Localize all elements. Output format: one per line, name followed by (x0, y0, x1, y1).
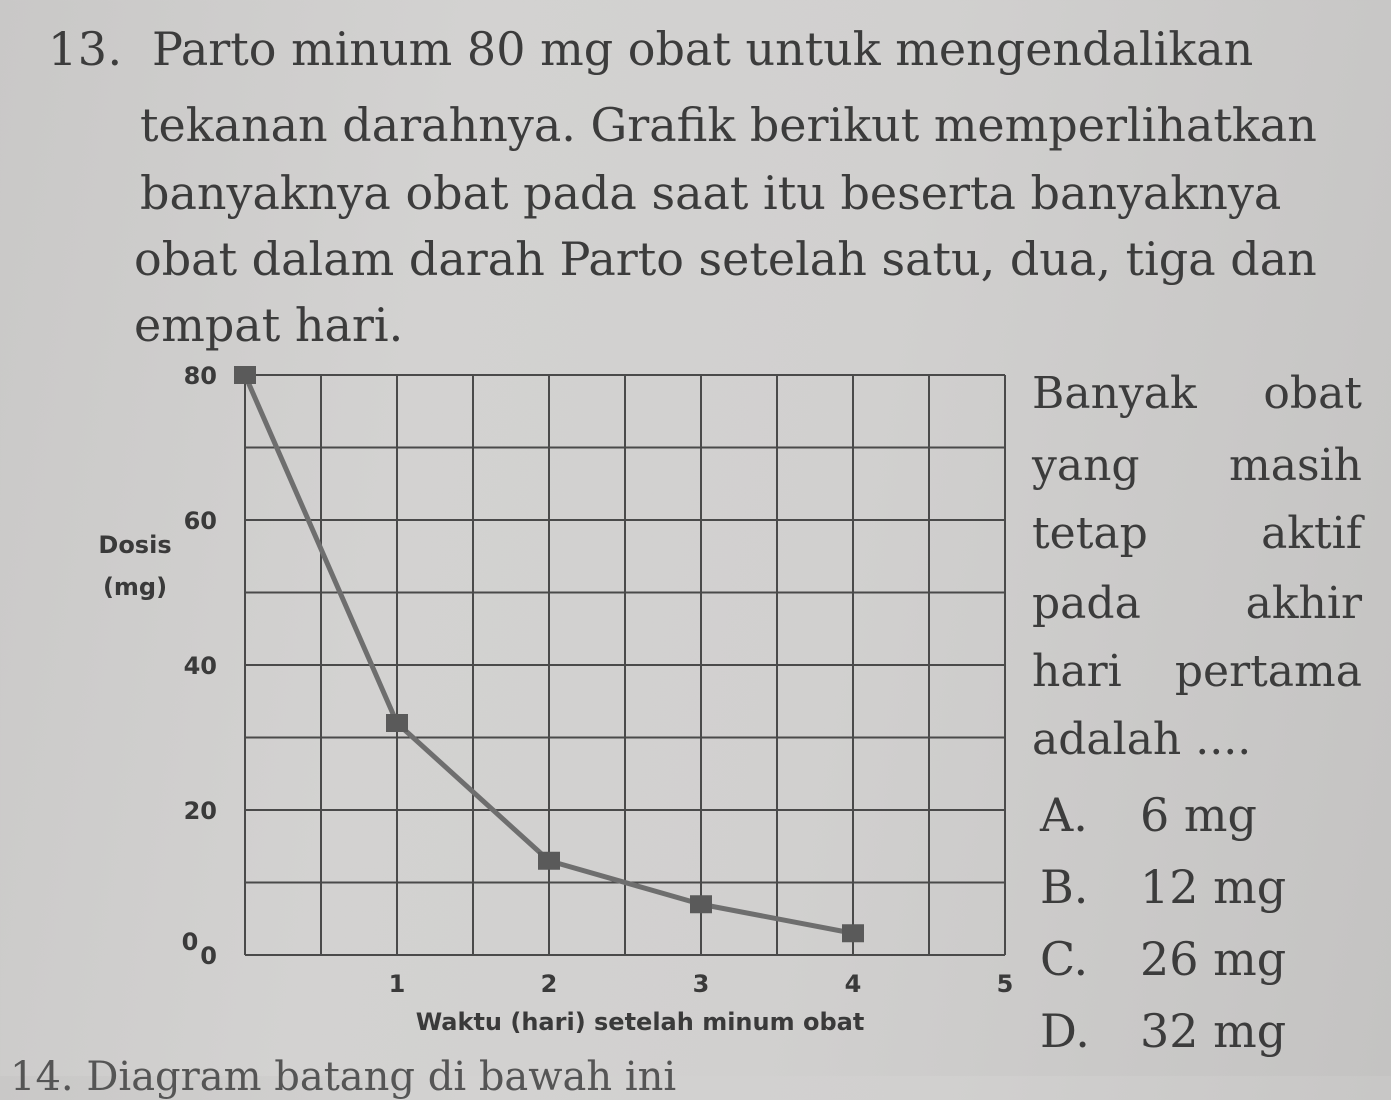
option-b[interactable] (1040, 860, 1286, 914)
x-tick-label: 3 (692, 970, 710, 998)
next-question-text: 14. Diagram batang di bawah ini (10, 1054, 677, 1100)
y-tick-label: 0 (200, 942, 217, 970)
data-point (386, 714, 408, 732)
question-line-3: banyaknya obat pada saat itu beserta banyaknya (140, 166, 1282, 220)
option-letter: A. (1040, 788, 1088, 842)
y-tick-label: 40 (183, 652, 217, 680)
question-line-2: tekanan darahnya. Grafik berikut memperlihatkan (140, 98, 1317, 152)
question-line-5: empat hari. (134, 298, 404, 352)
data-point (690, 895, 712, 913)
y-axis-label: Dosis (98, 531, 172, 559)
question-number: 13. (48, 22, 123, 76)
question-line-4: obat dalam darah Parto setelah satu, dua, tiga dan (134, 232, 1317, 286)
prompt-word: tetap (1032, 508, 1148, 559)
prompt-word: pada (1032, 578, 1141, 629)
prompt-line-1 (1032, 368, 1362, 419)
prompt-word: aktif (1261, 508, 1362, 559)
chart-container (0, 340, 1030, 1060)
x-tick-label: 0 (181, 928, 199, 956)
next-question-cutoff (0, 1050, 1391, 1100)
option-text: 26 mg (1140, 932, 1287, 986)
prompt-line-6: adalah .... (1032, 714, 1252, 765)
data-point (538, 852, 560, 870)
prompt-line-3 (1032, 508, 1362, 559)
prompt-word: pertama (1174, 646, 1362, 697)
prompt-line-2 (1032, 440, 1362, 491)
prompt-line-4 (1032, 578, 1362, 629)
x-axis-label: Waktu (hari) setelah minum obat (415, 1008, 865, 1036)
option-letter: D. (1040, 1004, 1090, 1058)
x-tick-label: 2 (540, 970, 558, 998)
prompt-word: yang (1032, 440, 1140, 491)
y-tick-label: 60 (183, 507, 217, 535)
option-letter: B. (1040, 860, 1089, 914)
prompt-word: akhir (1245, 578, 1362, 629)
option-letter: C. (1040, 932, 1089, 986)
x-tick-label: 4 (844, 970, 862, 998)
option-c[interactable] (1040, 932, 1286, 986)
prompt-line-5 (1032, 646, 1362, 697)
dose-chart (0, 340, 1030, 1060)
data-point (842, 924, 864, 942)
prompt-word: obat (1263, 368, 1362, 419)
option-a[interactable] (1040, 788, 1257, 842)
option-text: 12 mg (1140, 860, 1287, 914)
option-text: 32 mg (1140, 1004, 1287, 1058)
data-point (234, 366, 256, 384)
prompt-word: hari (1032, 646, 1122, 697)
x-tick-label: 1 (388, 970, 406, 998)
prompt-word: Banyak (1032, 368, 1197, 419)
option-text: 6 mg (1140, 788, 1257, 842)
x-tick-label: 5 (996, 970, 1014, 998)
prompt-word: masih (1229, 440, 1362, 491)
y-tick-label: 20 (183, 797, 217, 825)
question-line-1: Parto minum 80 mg obat untuk mengendalikan (152, 22, 1254, 76)
y-axis-label-unit: (mg) (102, 573, 168, 601)
y-tick-label: 80 (183, 362, 217, 390)
